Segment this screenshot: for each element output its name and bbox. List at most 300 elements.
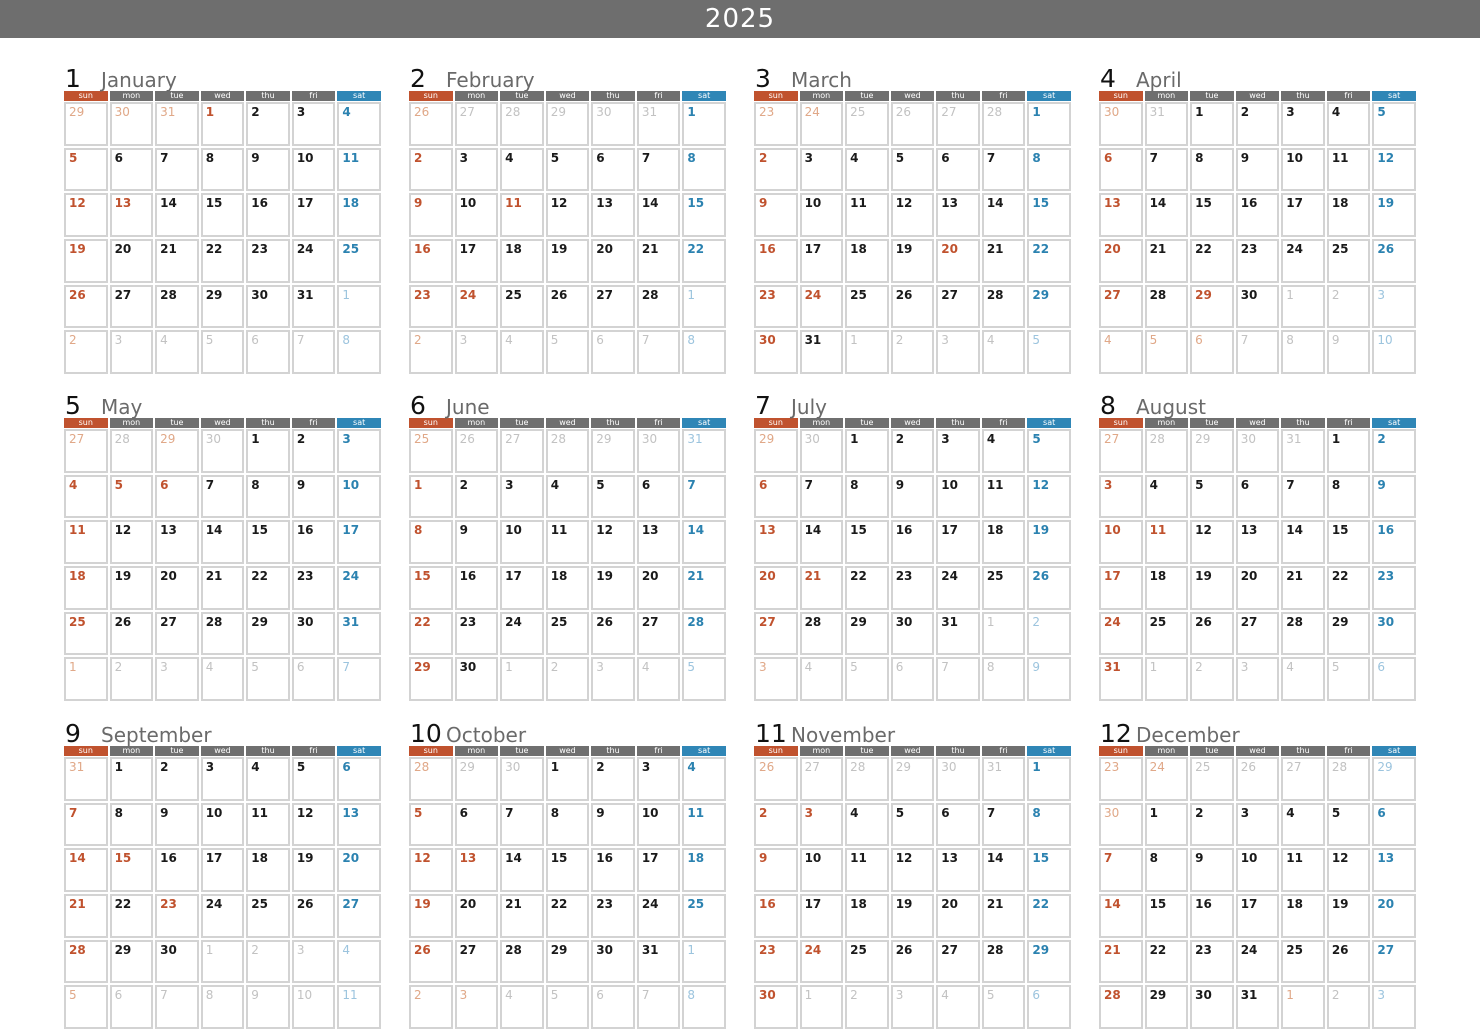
day-cell <box>1099 148 1143 192</box>
day-cell <box>64 239 108 283</box>
day-number: 4 <box>1149 477 1158 492</box>
day-number: 1 <box>1286 988 1294 1003</box>
day-number: 1 <box>550 760 560 774</box>
day-number: 9 <box>1377 477 1386 492</box>
day-number: 31 <box>641 105 658 119</box>
day-number: 31 <box>1240 988 1258 1003</box>
day-number: 3 <box>759 660 767 675</box>
day-number: 26 <box>550 287 568 302</box>
day-number: 7 <box>941 660 949 675</box>
day-cell <box>292 894 336 938</box>
day-number: 12 <box>69 196 86 211</box>
adjacent-month-day-cell <box>1145 657 1189 701</box>
day-number: 21 <box>69 897 86 912</box>
day-cell <box>845 239 889 283</box>
day-number: 5 <box>1377 105 1386 119</box>
day-cell <box>201 239 245 283</box>
day-cell <box>1190 848 1234 892</box>
day-cell <box>64 193 108 237</box>
day-number: 1 <box>414 477 423 492</box>
month-number: 5 <box>65 391 81 420</box>
day-number: 27 <box>804 760 820 774</box>
day-cell <box>982 566 1026 610</box>
day-number: 17 <box>804 242 822 257</box>
day-number: 4 <box>850 805 859 820</box>
day-number: 17 <box>641 851 659 866</box>
day-number: 3 <box>1240 660 1249 675</box>
day-number: 5 <box>850 660 858 675</box>
month-header <box>754 385 1071 420</box>
weekday-header-row <box>1099 746 1416 756</box>
day-number: 18 <box>1286 897 1303 912</box>
day-cell <box>845 940 889 984</box>
weekday-label-fri: fri <box>292 418 336 428</box>
day-number: 9 <box>459 523 468 538</box>
day-cell <box>1099 894 1143 938</box>
month-number: 1 <box>65 64 81 93</box>
day-number: 21 <box>986 897 1004 912</box>
day-number: 2 <box>1195 660 1203 675</box>
day-cell <box>891 285 935 329</box>
day-number: 3 <box>1377 988 1386 1003</box>
day-cell <box>1372 193 1416 237</box>
day-number: 30 <box>160 942 177 957</box>
day-number: 14 <box>986 851 1004 866</box>
day-number: 16 <box>160 851 177 866</box>
day-number: 10 <box>205 805 223 820</box>
day-number: 21 <box>160 242 177 257</box>
day-cell <box>246 148 290 192</box>
day-number: 2 <box>550 660 559 675</box>
day-number: 28 <box>850 760 866 774</box>
day-number: 30 <box>941 760 957 774</box>
day-number: 30 <box>1240 432 1256 446</box>
day-cell <box>936 848 980 892</box>
day-cell <box>1145 239 1189 283</box>
day-cell <box>936 520 980 564</box>
day-cell <box>500 566 544 610</box>
weekday-label-fri: fri <box>982 91 1026 101</box>
day-number: 1 <box>1032 760 1041 774</box>
day-cell <box>682 193 726 237</box>
day-number: 10 <box>342 477 360 492</box>
day-number: 11 <box>550 523 568 538</box>
day-number: 23 <box>895 569 913 584</box>
day-number: 2 <box>414 333 422 348</box>
day-number: 9 <box>1331 333 1340 348</box>
weekday-label-thu: thu <box>1281 91 1325 101</box>
day-cell <box>1281 520 1325 564</box>
day-cell <box>337 429 381 473</box>
day-number: 29 <box>1195 432 1211 446</box>
day-cell <box>891 239 935 283</box>
month-march <box>754 58 1071 374</box>
day-number: 22 <box>414 614 431 629</box>
day-number: 19 <box>296 851 314 866</box>
adjacent-month-day-cell <box>1327 285 1371 329</box>
day-number: 30 <box>505 760 521 774</box>
day-number: 13 <box>1240 523 1258 538</box>
day-cell <box>1099 193 1143 237</box>
day-number: 25 <box>342 242 360 257</box>
day-number: 6 <box>1240 477 1250 492</box>
day-number: 29 <box>596 432 612 446</box>
weekday-label-thu: thu <box>246 746 290 756</box>
weekday-label-mon: mon <box>1145 746 1189 756</box>
day-number: 29 <box>1195 287 1212 302</box>
day-number: 4 <box>1286 805 1295 820</box>
adjacent-month-day-cell <box>409 102 453 146</box>
day-cell <box>1236 148 1280 192</box>
day-cell <box>292 285 336 329</box>
day-number: 11 <box>1149 523 1167 538</box>
day-cell <box>409 894 453 938</box>
day-number: 19 <box>69 242 86 257</box>
adjacent-month-day-cell <box>936 330 980 374</box>
day-number: 3 <box>596 660 604 675</box>
day-number: 15 <box>1195 196 1212 211</box>
adjacent-month-day-cell <box>682 657 726 701</box>
day-cell <box>682 239 726 283</box>
day-number: 5 <box>550 988 559 1003</box>
day-cell <box>155 894 199 938</box>
adjacent-month-day-cell <box>246 940 290 984</box>
day-number: 18 <box>687 851 705 866</box>
day-number: 28 <box>1149 432 1165 446</box>
adjacent-month-day-cell <box>546 330 590 374</box>
day-cell <box>754 193 798 237</box>
day-number: 9 <box>1195 851 1204 866</box>
day-number: 19 <box>114 569 132 584</box>
day-grid <box>64 757 381 1029</box>
weekday-label-sat: sat <box>337 418 381 428</box>
month-number: 4 <box>1100 64 1116 93</box>
adjacent-month-day-cell <box>155 102 199 146</box>
day-number: 19 <box>895 897 913 912</box>
day-number: 4 <box>941 988 949 1003</box>
day-cell <box>982 848 1026 892</box>
adjacent-month-day-cell <box>800 429 844 473</box>
weekday-header-row <box>64 746 381 756</box>
day-number: 8 <box>1331 477 1341 492</box>
weekday-label-wed: wed <box>891 91 935 101</box>
adjacent-month-day-cell <box>637 102 681 146</box>
day-number: 24 <box>804 942 822 957</box>
day-number: 28 <box>550 432 566 446</box>
adjacent-month-day-cell <box>800 657 844 701</box>
day-number: 31 <box>941 614 958 629</box>
day-number: 9 <box>1240 150 1250 165</box>
day-number: 15 <box>1149 897 1167 912</box>
adjacent-month-day-cell <box>845 757 889 801</box>
adjacent-month-day-cell <box>591 429 635 473</box>
day-cell <box>845 894 889 938</box>
day-cell <box>800 566 844 610</box>
day-number: 12 <box>1377 150 1395 165</box>
month-name: July <box>791 395 827 419</box>
day-number: 28 <box>1104 988 1121 1003</box>
adjacent-month-day-cell <box>891 102 935 146</box>
month-header <box>1099 713 1416 748</box>
day-cell <box>1236 239 1280 283</box>
day-number: 24 <box>205 897 223 912</box>
day-number: 9 <box>759 196 768 211</box>
day-cell <box>891 940 935 984</box>
day-cell <box>637 566 681 610</box>
day-cell <box>1145 566 1189 610</box>
day-cell <box>754 848 798 892</box>
day-number: 3 <box>459 333 468 348</box>
day-number: 27 <box>114 287 132 302</box>
day-number: 28 <box>1149 287 1167 302</box>
day-cell <box>201 102 245 146</box>
weekday-label-wed: wed <box>1236 746 1280 756</box>
weekday-label-sun: sun <box>754 91 798 101</box>
day-cell <box>591 894 635 938</box>
day-number: 7 <box>804 477 813 492</box>
day-cell <box>1236 848 1280 892</box>
day-number: 25 <box>986 569 1004 584</box>
weekday-label-thu: thu <box>246 91 290 101</box>
day-cell <box>1236 612 1280 656</box>
day-cell <box>1145 520 1189 564</box>
day-cell <box>64 475 108 519</box>
day-grid <box>754 429 1071 701</box>
day-number: 18 <box>1331 196 1349 211</box>
day-cell <box>110 894 154 938</box>
month-july <box>754 385 1071 701</box>
day-cell <box>455 520 499 564</box>
day-cell <box>637 520 681 564</box>
adjacent-month-day-cell <box>1099 102 1143 146</box>
day-number: 31 <box>641 942 659 957</box>
day-cell <box>1145 148 1189 192</box>
day-cell <box>500 894 544 938</box>
day-number: 27 <box>641 614 659 629</box>
day-number: 15 <box>414 569 431 584</box>
day-cell <box>1281 102 1325 146</box>
day-number: 10 <box>641 805 659 820</box>
day-number: 20 <box>160 569 177 584</box>
day-number: 2 <box>895 432 905 446</box>
day-cell <box>337 757 381 801</box>
month-number: 2 <box>410 64 426 93</box>
day-number: 1 <box>1149 660 1158 675</box>
day-grid <box>64 429 381 701</box>
day-cell <box>637 612 681 656</box>
day-cell <box>292 520 336 564</box>
day-cell <box>155 285 199 329</box>
day-cell <box>891 848 935 892</box>
day-number: 22 <box>850 569 867 584</box>
day-cell <box>500 239 544 283</box>
month-name: December <box>1136 723 1240 747</box>
day-cell <box>891 148 935 192</box>
day-cell <box>1372 520 1416 564</box>
day-number: 8 <box>850 477 859 492</box>
day-number: 21 <box>804 569 822 584</box>
day-number: 12 <box>414 851 431 866</box>
day-number: 30 <box>759 988 776 1003</box>
day-number: 26 <box>459 432 475 446</box>
day-number: 31 <box>1104 660 1121 675</box>
adjacent-month-day-cell <box>155 657 199 701</box>
day-number: 24 <box>459 287 477 302</box>
day-cell <box>1281 612 1325 656</box>
day-cell <box>754 940 798 984</box>
adjacent-month-day-cell <box>1099 330 1143 374</box>
day-cell <box>337 520 381 564</box>
day-number: 8 <box>1032 805 1041 820</box>
adjacent-month-day-cell <box>1236 429 1280 473</box>
day-number: 18 <box>251 851 268 866</box>
day-cell <box>409 239 453 283</box>
day-number: 18 <box>550 569 568 584</box>
day-number: 1 <box>687 287 696 302</box>
weekday-label-thu: thu <box>591 418 635 428</box>
day-number: 6 <box>895 660 904 675</box>
day-cell <box>246 803 290 847</box>
day-number: 2 <box>1377 432 1386 446</box>
day-number: 18 <box>1149 569 1167 584</box>
day-number: 1 <box>1032 105 1041 119</box>
day-cell <box>546 848 590 892</box>
adjacent-month-day-cell <box>754 102 798 146</box>
weekday-header-row <box>409 746 726 756</box>
day-number: 21 <box>687 569 705 584</box>
day-number: 26 <box>414 942 431 957</box>
day-number: 20 <box>641 569 659 584</box>
day-number: 4 <box>1104 333 1112 348</box>
day-number: 1 <box>850 432 859 446</box>
day-cell <box>800 475 844 519</box>
adjacent-month-day-cell <box>637 985 681 1029</box>
weekday-label-tue: tue <box>845 91 889 101</box>
month-december <box>1099 713 1416 1029</box>
day-number: 20 <box>114 242 132 257</box>
day-cell <box>637 848 681 892</box>
adjacent-month-day-cell <box>500 657 544 701</box>
day-number: 14 <box>1104 897 1121 912</box>
day-number: 2 <box>850 988 858 1003</box>
day-cell <box>1281 940 1325 984</box>
year-title: 2025 <box>704 4 776 34</box>
day-cell <box>1372 429 1416 473</box>
day-number: 12 <box>1195 523 1212 538</box>
day-cell <box>546 475 590 519</box>
day-cell <box>500 940 544 984</box>
day-number: 15 <box>850 523 867 538</box>
day-number: 16 <box>759 242 776 257</box>
adjacent-month-day-cell <box>546 102 590 146</box>
day-number: 16 <box>296 523 314 538</box>
day-cell <box>682 566 726 610</box>
day-grid <box>64 102 381 374</box>
day-number: 23 <box>1240 242 1258 257</box>
day-cell <box>1372 148 1416 192</box>
month-number: 11 <box>755 719 787 748</box>
adjacent-month-day-cell <box>1327 657 1371 701</box>
day-cell <box>591 148 635 192</box>
day-number: 1 <box>804 988 813 1003</box>
day-cell <box>110 239 154 283</box>
adjacent-month-day-cell <box>1281 429 1325 473</box>
day-number: 15 <box>687 196 705 211</box>
day-cell <box>637 940 681 984</box>
day-number: 19 <box>1331 897 1349 912</box>
day-cell <box>246 193 290 237</box>
day-cell <box>1027 848 1071 892</box>
day-cell <box>337 894 381 938</box>
day-number: 7 <box>1286 477 1295 492</box>
day-number: 15 <box>550 851 568 866</box>
weekday-label-sat: sat <box>682 418 726 428</box>
day-number: 19 <box>1195 569 1212 584</box>
weekday-label-thu: thu <box>1281 418 1325 428</box>
day-cell <box>637 803 681 847</box>
day-number: 4 <box>804 660 813 675</box>
day-number: 26 <box>895 942 913 957</box>
month-august <box>1099 385 1416 701</box>
adjacent-month-day-cell <box>936 757 980 801</box>
day-cell <box>246 848 290 892</box>
day-number: 29 <box>414 660 431 675</box>
weekday-label-sun: sun <box>64 746 108 756</box>
month-name: January <box>101 68 177 92</box>
weekday-label-mon: mon <box>1145 91 1189 101</box>
day-cell <box>546 757 590 801</box>
month-name: October <box>446 723 527 747</box>
day-cell <box>845 566 889 610</box>
day-number: 29 <box>205 287 223 302</box>
day-number: 31 <box>804 333 822 348</box>
day-cell <box>455 239 499 283</box>
adjacent-month-day-cell <box>337 940 381 984</box>
day-cell <box>201 803 245 847</box>
day-grid <box>409 429 726 701</box>
day-number: 26 <box>1377 242 1395 257</box>
day-cell <box>591 239 635 283</box>
day-number: 9 <box>1032 660 1041 675</box>
day-cell <box>982 475 1026 519</box>
day-cell <box>1190 285 1234 329</box>
day-cell <box>1027 940 1071 984</box>
adjacent-month-day-cell <box>936 985 980 1029</box>
day-number: 16 <box>459 569 477 584</box>
adjacent-month-day-cell <box>155 429 199 473</box>
day-cell <box>1236 985 1280 1029</box>
adjacent-month-day-cell <box>546 985 590 1029</box>
day-number: 25 <box>687 897 705 912</box>
month-header <box>64 385 381 420</box>
day-number: 1 <box>1331 432 1341 446</box>
day-number: 5 <box>895 805 905 820</box>
day-number: 22 <box>114 897 132 912</box>
day-cell <box>891 612 935 656</box>
day-number: 24 <box>1104 614 1121 629</box>
day-number: 23 <box>759 942 776 957</box>
day-number: 17 <box>1286 196 1303 211</box>
day-number: 20 <box>941 897 958 912</box>
day-number: 7 <box>687 477 696 492</box>
day-number: 18 <box>850 897 867 912</box>
adjacent-month-day-cell <box>1327 757 1371 801</box>
day-number: 7 <box>641 150 651 165</box>
adjacent-month-day-cell <box>982 985 1026 1029</box>
day-cell <box>800 612 844 656</box>
day-number: 3 <box>895 988 904 1003</box>
weekday-label-tue: tue <box>155 746 199 756</box>
